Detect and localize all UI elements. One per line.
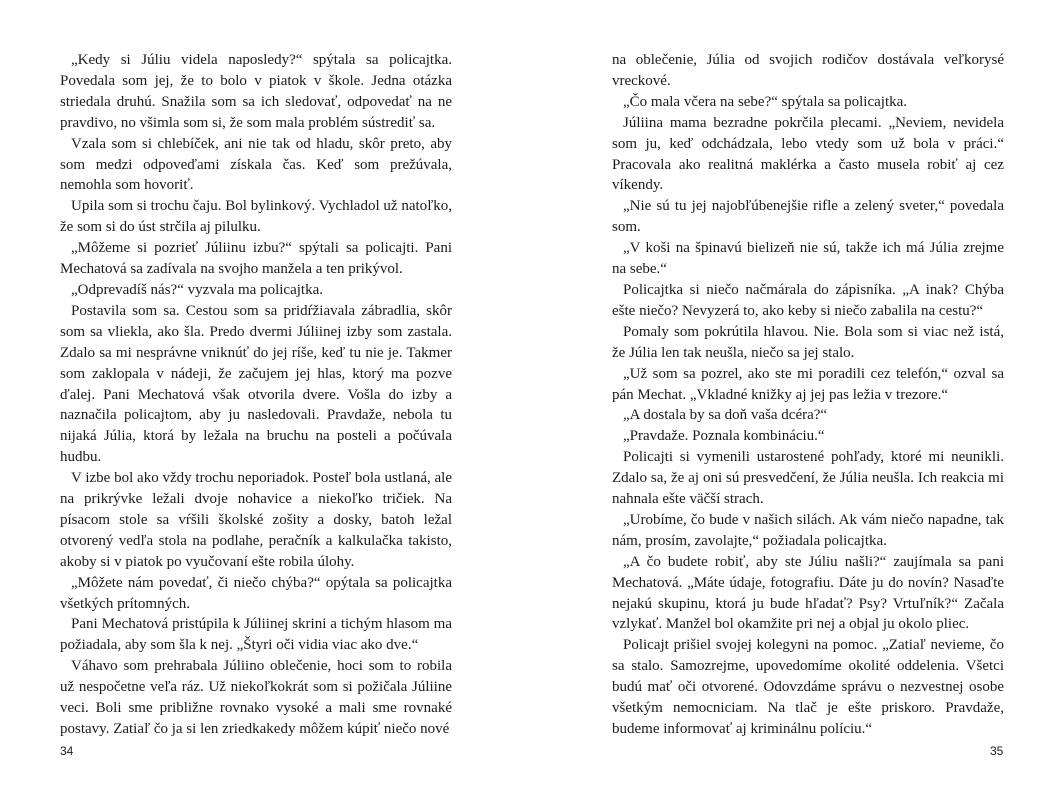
paragraph: Policajtka si niečo načmárala do zápisníka. „A inak? Chýba ešte niečo? Nevyzerá to, ako keby si niečo zabalila na cestu?“ <box>612 281 1004 319</box>
right-page <box>612 50 1004 740</box>
paragraph: Vzala som si chlebíček, ani nie tak od hladu, skôr preto, aby som medzi odpoveďami získala čas. Keď som prežúvala, nemohla som hovoriť. <box>60 135 452 194</box>
paragraph: „Už som sa pozrel, ako ste mi poradili cez telefón,“ ozval sa pán Mechat. „Vkladné knižky aj jej pas ležia v trezore.“ <box>612 365 1004 403</box>
paragraph: Policajt prišiel svojej kolegyni na pomoc. „Zatiaľ nevieme, čo sa stalo. Samozrejme, upovedomíme okolité oddelenia. Všetci budú mať oči otvorené. Odovzdáme správu o nezvestnej osobe všetkým nemocniciam. Na tlač je ešte priskoro. Pravdaže, budeme informovať aj kriminálnu políciu.“ <box>612 637 1004 737</box>
paragraph: „Môžete nám povedať, či niečo chýba?“ opýtala sa policajtka všetkých prítomných. <box>60 574 452 612</box>
paragraph: „Môžeme si pozrieť Júliinu izbu?“ spýtali sa policajti. Pani Mechatová sa zadívala na svojho manžela a ten prikývol. <box>60 240 452 278</box>
paragraph: V izbe bol ako vždy trochu neporiadok. Posteľ bola ustlaná, ale na prikrývke ležali dvoje nohavice a niekoľko tričiek. Na písacom stole sa vŕšili školské zošity a dosky, batoh ležal otvorený vedľa stola na podlahe, peračník a kalkulačka takisto, akoby si v piatok po vyučovaní ešte robila úlohy. <box>60 470 452 570</box>
paragraph: Upila som si trochu čaju. Bol bylinkový. Vychladol už natoľko, že som si do úst strčila aj pilulku. <box>60 198 452 236</box>
paragraph: Váhavo som prehrabala Júliino oblečenie, hoci som to robila už nespočetne veľa ráz. Už niekoľkokrát som si požičala Júliine veci. Boli sme približne rovnako vysoké a mali sme rovnaké postavy. Zatiaľ čo ja si len zriedkakedy môžem kúpiť niečo nové <box>60 658 452 737</box>
paragraph: „A čo budete robiť, aby ste Júliu našli?“ zaujímala sa pani Mechatová. „Máte údaje, fotografiu. Dáte ju do novín? Nasaďte nejakú skupinu, ktorá ju bude hľadať? Psy? Vrtuľník?“ Začala vzlykať. Manžel bol okamžite pri nej a objal ju okolo pliec. <box>612 553 1004 633</box>
paragraph: „Čo mala včera na sebe?“ spýtala sa policajtka. <box>623 93 908 110</box>
paragraph: „Kedy si Júliu videla naposledy?“ spýtala sa policajtka. Povedala som jej, že to bolo v piatok v škole. Jedna otázka striedala druhú. Snažila som sa ich sledovať, odpovedať na ne pravdivo, no všimla som si, že som mala problém sústrediť sa. <box>60 52 452 131</box>
paragraph: Júliina mama bezradne pokrčila plecami. „Neviem, nevidela som ju, keď odchádzala, lebo vtedy som už bola v práci.“ Pracovala ako realitná maklérka a často musela robiť aj cez víkendy. <box>612 114 1004 194</box>
paragraph: Pani Mechatová pristúpila k Júliinej skrini a tichým hlasom ma požiadala, aby som šla k nej. „Štyri oči vidia viac ako dve.“ <box>60 616 452 654</box>
left-page-text <box>60 50 452 740</box>
paragraph-continuation: na oblečenie, Júlia od svojich rodičov dostávala veľkorysé vreckové. <box>612 52 1004 89</box>
paragraph: „Pravdaže. Poznala kombináciu.“ <box>623 428 825 445</box>
paragraph: „A dostala by sa doň vaša dcéra?“ <box>623 407 828 424</box>
paragraph: „V koši na špinavú bielizeň nie sú, takže ich má Júlia zrejme na sebe.“ <box>612 240 1004 278</box>
right-page-text <box>612 50 1004 740</box>
paragraph: „Urobíme, čo bude v našich silách. Ak vám niečo napadne, tak nám, prosím, zavolajte,“ požiadala policajtka. <box>612 511 1004 549</box>
paragraph: „Nie sú tu jej najobľúbenejšie rifle a zelený sveter,“ povedala som. <box>612 198 1004 236</box>
page-number-right: 35 <box>990 744 1004 758</box>
paragraph: „Odprevadíš nás?“ vyzvala ma policajtka. <box>71 281 323 298</box>
paragraph: Pomaly som pokrútila hlavou. Nie. Bola som si viac než istá, že Júlia len tak neušla, niečo sa jej stalo. <box>612 323 1004 361</box>
paragraph: Policajti si vymenili ustarostené pohľady, ktoré mi neunikli. Zdalo sa, že aj oni sú presvedčení, že Júlia neušla. Ich reakcia mi nahnala ešte väčší strach. <box>612 449 1004 508</box>
page-number-left: 34 <box>60 744 74 758</box>
paragraph: Postavila som sa. Cestou som sa pridŕžiavala zábradlia, skôr som sa vliekla, ako šla. Predo dvermi Júliinej izby som zastala. Zdalo sa mi nesprávne vniknúť do jej ríše, keď tu nie je. Takmer som zaklopala v nádeji, že začujem jej hlas, ktorý ma pozve ďalej. Pani Mechatová však otvorila dvere. Vošla do izby a naznačila policajtom, aby ju nasledovali. Pravdaže, nebola tu nijaká Júlia, ktorá by ležala na bruchu na posteli a počúvala hudbu. <box>60 302 452 466</box>
left-page <box>60 50 452 740</box>
